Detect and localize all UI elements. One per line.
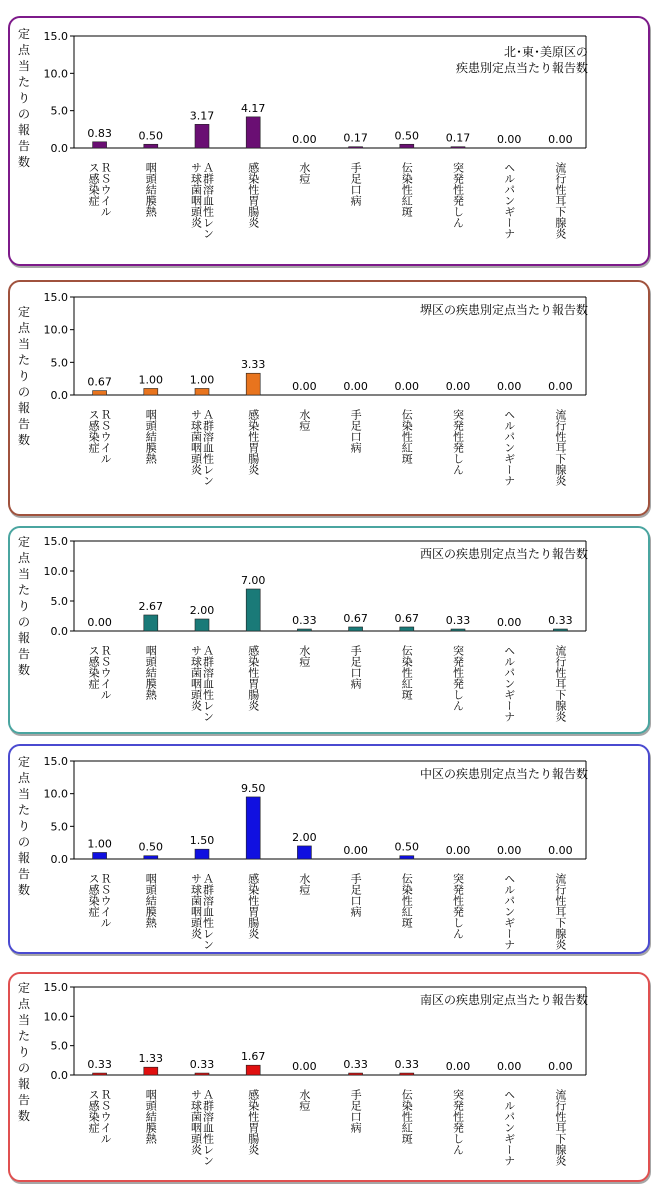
y-tick-label: 10.0: [43, 67, 68, 81]
category-label: ヘルパンギーナ: [502, 873, 516, 950]
bar: [144, 388, 158, 395]
bar: [93, 142, 107, 148]
category-label: 感染性胃腸炎: [246, 409, 260, 475]
data-label: 0.00: [496, 1060, 522, 1073]
category-label: ヘルパンギーナ: [502, 409, 516, 486]
y-tick-label: 10.0: [43, 565, 68, 578]
y-tick-label: 0.0: [50, 625, 68, 638]
bar: [144, 856, 158, 859]
category-label: Ａ群溶血性レン: [201, 162, 215, 239]
data-label: 0.00: [496, 616, 522, 629]
category-label: 咽頭結膜熱: [144, 409, 158, 464]
category-label: 流行性耳下腺炎: [553, 409, 567, 486]
y-tick-label: 15.0: [43, 755, 68, 768]
data-label: 0.00: [548, 844, 573, 857]
category-label: Ａ群溶血性レン: [201, 1089, 215, 1166]
category-label: 手足口病: [349, 1089, 363, 1133]
category-label: 伝染性紅斑: [400, 873, 414, 928]
bar: [400, 627, 414, 631]
bar: [195, 388, 209, 395]
y-axis-label: 定点当たりの報告数: [17, 27, 30, 169]
chart-panel-kita-higashi-mihara: [8, 16, 650, 266]
category-label: 感染性胃腸炎: [246, 1089, 260, 1155]
y-tick-label: 0.0: [50, 1069, 68, 1082]
data-label: 0.50: [394, 840, 420, 854]
y-tick-label: 5.0: [50, 1039, 68, 1053]
bar: [451, 629, 465, 631]
category-label: 感染性胃腸炎: [246, 645, 260, 711]
bar-chart: [10, 282, 650, 514]
data-label: 3.33: [240, 358, 266, 372]
bar: [144, 1067, 158, 1075]
category-label: ＲＳウイル: [99, 873, 113, 928]
data-label: 0.00: [445, 380, 471, 393]
data-label: 0.33: [292, 614, 317, 628]
category-label: 水痘: [297, 1089, 311, 1111]
chart-title: 中区の疾患別定点当たり報告数: [419, 767, 588, 781]
data-label: 1.00: [138, 373, 164, 387]
data-label: 0.00: [394, 380, 420, 393]
y-axis-label: 定点当たりの報告数: [17, 981, 30, 1123]
category-label: 突発性発しん: [451, 409, 465, 475]
category-label: Ａ群溶血性レン: [201, 873, 215, 950]
data-label: 0.67: [394, 611, 420, 625]
bar: [246, 589, 260, 631]
data-label: 1.67: [240, 1050, 266, 1064]
chart-title: 北･東･美原区の 疾患別定点当たり報告数: [455, 45, 588, 75]
data-label: 0.00: [87, 616, 112, 629]
category-label: 突発性発しん: [451, 645, 465, 711]
category-label: 感染性胃腸炎: [246, 162, 260, 228]
y-tick-label: 15.0: [43, 981, 68, 994]
bar: [195, 619, 209, 631]
category-label: 咽頭結膜熱: [144, 645, 158, 700]
category-label: Ａ群溶血性レン: [201, 645, 215, 722]
category-label: ス感染症: [87, 1089, 101, 1133]
category-label: ヘルパンギーナ: [502, 162, 516, 239]
data-label: 0.00: [292, 1060, 317, 1073]
data-label: 0.17: [343, 131, 368, 145]
category-label: 流行性耳下腺炎: [553, 873, 567, 950]
bar: [246, 373, 260, 395]
data-label: 0.33: [87, 1058, 112, 1072]
category-label: 咽頭結膜熱: [144, 873, 158, 928]
category-label: ＲＳウイル: [99, 409, 113, 464]
category-label: 感染性胃腸炎: [246, 873, 260, 939]
chart-title: 堺区の疾患別定点当たり報告数: [419, 303, 588, 317]
bar: [195, 849, 209, 859]
category-label: サ球菌咽頭炎: [189, 162, 203, 228]
bar: [246, 797, 260, 859]
data-label: 0.67: [343, 611, 368, 625]
y-tick-label: 0.0: [50, 853, 68, 866]
category-label: 伝染性紅斑: [400, 645, 414, 700]
bar: [553, 629, 567, 631]
category-label: 突発性発しん: [451, 873, 465, 939]
category-label: ス感染症: [87, 409, 101, 453]
data-label: 0.00: [292, 380, 317, 393]
y-tick-label: 10.0: [43, 787, 68, 801]
category-label: 伝染性紅斑: [400, 409, 414, 464]
data-label: 0.33: [445, 614, 471, 628]
category-label: ヘルパンギーナ: [502, 645, 516, 722]
bar: [297, 846, 311, 859]
data-label: 0.00: [496, 133, 522, 146]
data-label: 0.00: [548, 1060, 573, 1073]
category-label: 手足口病: [349, 162, 363, 206]
category-label: ス感染症: [87, 873, 101, 917]
chart-panel-naka: [8, 744, 650, 954]
y-axis-label: 定点当たりの報告数: [17, 755, 30, 897]
data-label: 2.67: [138, 599, 164, 613]
category-label: ＲＳウイル: [99, 1089, 113, 1144]
category-label: 流行性耳下腺炎: [553, 1089, 567, 1166]
bar: [400, 144, 414, 148]
data-label: 0.67: [87, 375, 112, 389]
bar-chart: [10, 974, 650, 1180]
category-label: ヘルパンギーナ: [502, 1089, 516, 1166]
y-tick-label: 10.0: [43, 323, 68, 337]
chart-panel-nishi: [8, 526, 650, 734]
data-label: 1.00: [189, 373, 215, 387]
data-label: 0.50: [138, 840, 164, 854]
category-label: 咽頭結膜熱: [144, 1089, 158, 1144]
data-label: 4.17: [240, 101, 266, 115]
category-label: 手足口病: [349, 409, 363, 453]
category-label: ＲＳウイル: [99, 645, 113, 700]
y-tick-label: 5.0: [50, 820, 68, 834]
category-label: 突発性発しん: [451, 162, 465, 228]
bar: [144, 615, 158, 631]
data-label: 0.17: [445, 131, 471, 145]
data-label: 0.33: [394, 1058, 420, 1072]
category-label: 手足口病: [349, 873, 363, 917]
bar: [349, 627, 363, 631]
bar: [93, 1073, 107, 1075]
data-label: 0.00: [445, 1060, 471, 1073]
bar-chart: [10, 18, 650, 264]
data-label: 1.33: [138, 1052, 164, 1066]
bar: [400, 856, 414, 859]
y-tick-label: 10.0: [43, 1010, 68, 1024]
category-label: ス感染症: [87, 162, 101, 206]
y-tick-label: 5.0: [50, 595, 68, 608]
data-label: 0.00: [548, 133, 573, 146]
data-label: 2.00: [292, 830, 317, 844]
chart-panel-sakai: [8, 280, 650, 516]
bar: [349, 1073, 363, 1075]
bar: [297, 629, 311, 631]
y-axis-label: 定点当たりの報告数: [17, 305, 30, 447]
category-label: サ球菌咽頭炎: [189, 873, 203, 939]
bar: [349, 147, 363, 148]
category-label: 水痘: [297, 409, 311, 431]
category-label: 水痘: [297, 162, 311, 184]
data-label: 0.50: [138, 129, 164, 143]
category-label: 突発性発しん: [451, 1089, 465, 1155]
data-label: 0.00: [343, 844, 368, 857]
category-label: ス感染症: [87, 645, 101, 689]
data-label: 0.00: [496, 380, 522, 393]
data-label: 0.00: [292, 133, 317, 146]
bar: [195, 124, 209, 148]
data-label: 1.00: [87, 837, 112, 851]
y-tick-label: 15.0: [43, 535, 68, 548]
data-label: 0.50: [394, 129, 420, 143]
data-label: 7.00: [240, 574, 266, 587]
data-label: 0.00: [548, 380, 573, 393]
y-tick-label: 5.0: [50, 356, 68, 370]
bar: [144, 144, 158, 148]
data-label: 1.50: [189, 834, 215, 848]
bar: [93, 391, 107, 395]
y-tick-label: 0.0: [50, 142, 68, 155]
chart-panel-minami: [8, 972, 650, 1182]
category-label: 水痘: [297, 873, 311, 895]
y-axis-label: 定点当たりの報告数: [17, 535, 30, 677]
category-label: サ球菌咽頭炎: [189, 409, 203, 475]
y-tick-label: 15.0: [43, 291, 68, 304]
category-label: サ球菌咽頭炎: [189, 1089, 203, 1155]
chart-title: 西区の疾患別定点当たり報告数: [419, 547, 588, 561]
data-label: 3.17: [189, 109, 215, 123]
data-label: 0.83: [87, 126, 112, 140]
category-label: 伝染性紅斑: [400, 162, 414, 217]
y-tick-label: 0.0: [50, 389, 68, 402]
data-label: 0.00: [445, 844, 471, 857]
category-label: 水痘: [297, 645, 311, 667]
bar: [451, 147, 465, 148]
bar: [400, 1073, 414, 1075]
category-label: 手足口病: [349, 645, 363, 689]
data-label: 9.50: [240, 781, 266, 795]
category-label: Ａ群溶血性レン: [201, 409, 215, 486]
bar: [195, 1073, 209, 1075]
chart-title: 南区の疾患別定点当たり報告数: [419, 993, 588, 1007]
category-label: 咽頭結膜熱: [144, 162, 158, 217]
data-label: 0.33: [343, 1058, 368, 1072]
bar-chart: [10, 528, 650, 732]
data-label: 0.00: [343, 380, 368, 393]
category-label: 伝染性紅斑: [400, 1089, 414, 1144]
bar: [93, 852, 107, 859]
y-tick-label: 15.0: [43, 30, 68, 43]
data-label: 0.00: [496, 844, 522, 857]
category-label: 流行性耳下腺炎: [553, 162, 567, 239]
data-label: 0.33: [189, 1058, 215, 1072]
bar-chart: [10, 746, 650, 952]
data-label: 2.00: [189, 604, 215, 617]
y-tick-label: 5.0: [50, 104, 68, 118]
bar: [246, 1065, 260, 1075]
category-label: 流行性耳下腺炎: [553, 645, 567, 722]
category-label: サ球菌咽頭炎: [189, 645, 203, 711]
data-label: 0.33: [548, 614, 573, 628]
category-label: ＲＳウイル: [99, 162, 113, 217]
bar: [246, 117, 260, 148]
